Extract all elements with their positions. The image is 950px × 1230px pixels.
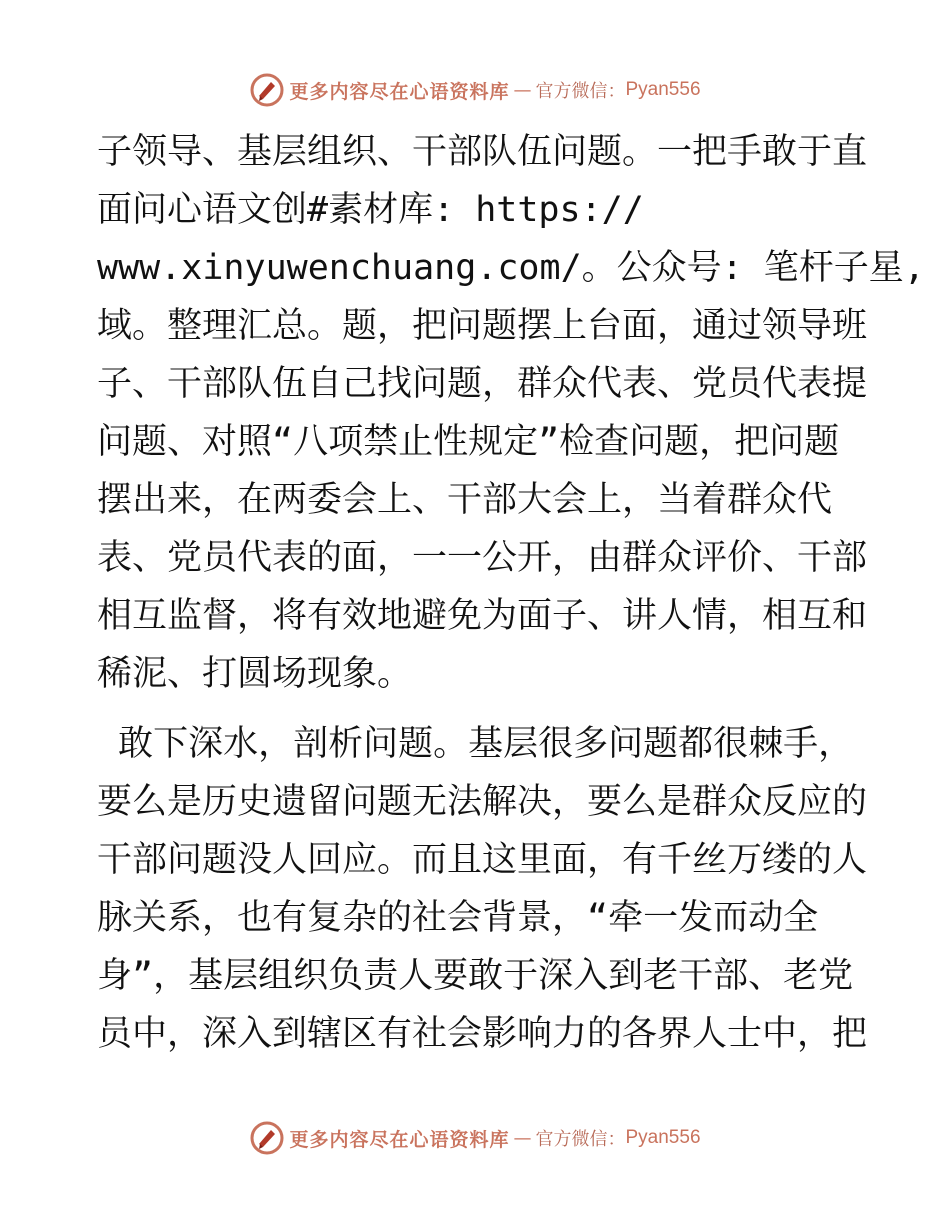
banner-text: 更多内容尽在心语资料库	[289, 80, 510, 103]
text-line: 干部问题没人回应。而且这里面，有千丝万缕的人	[97, 840, 868, 880]
paragraph-2	[97, 715, 868, 1063]
banner-label: 官方微信：	[535, 1129, 626, 1150]
text-line: 表、党员代表的面，一一公开，由群众评价、干部	[97, 538, 868, 578]
banner-separator: —	[513, 1127, 532, 1149]
text-line: 员中，深入到辖区有社会影响力的各界人士中，把	[97, 1014, 868, 1054]
paragraph-gap	[97, 703, 857, 715]
brand-logo-icon	[249, 1120, 285, 1156]
text-line: 脉关系，也有复杂的社会背景，“牵一发而动全	[97, 898, 819, 938]
banner-separator: —	[513, 79, 532, 101]
text-line: 子领导、基层组织、干部队伍问题。一把手敢于直	[97, 132, 868, 172]
text-line: 身”，基层组织负责人要敢于深入到老干部、老党	[97, 956, 854, 996]
footer-watermark	[0, 1118, 950, 1158]
banner-label: 官方微信：	[535, 81, 626, 102]
text-line: 域。整理汇总。题，把问题摆上台面，通过领导班	[97, 306, 868, 346]
banner-wechat-id: Pyan556	[625, 79, 701, 100]
text-line: 要么是历史遗留问题无法解决，要么是群众反应的	[97, 782, 868, 822]
text-line: 敢下深水，剖析问题。基层很多问题都很棘手，	[97, 724, 854, 764]
text-line: www.xinyuwenchuang.com/。公众号: 笔杆子星,	[97, 248, 925, 288]
text-line: 子、干部队伍自己找问题，群众代表、党员代表提	[97, 364, 868, 404]
text-line: 面问心语文创#素材库: https://	[97, 190, 644, 230]
banner-text: 更多内容尽在心语资料库	[289, 1128, 510, 1151]
banner-wechat-id: Pyan556	[625, 1127, 701, 1148]
brand-logo-icon	[249, 72, 285, 108]
text-line: 摆出来，在两委会上、干部大会上，当着群众代	[97, 480, 833, 520]
text-line: 问题、对照“八项禁止性规定”检查问题，把问题	[97, 422, 840, 462]
text-line: 相互监督，将有效地避免为面子、讲人情，相互和	[97, 596, 868, 636]
document-body	[97, 123, 925, 1063]
header-watermark	[0, 70, 950, 110]
text-line: 稀泥、打圆场现象。	[97, 654, 413, 694]
paragraph-1	[97, 123, 925, 703]
